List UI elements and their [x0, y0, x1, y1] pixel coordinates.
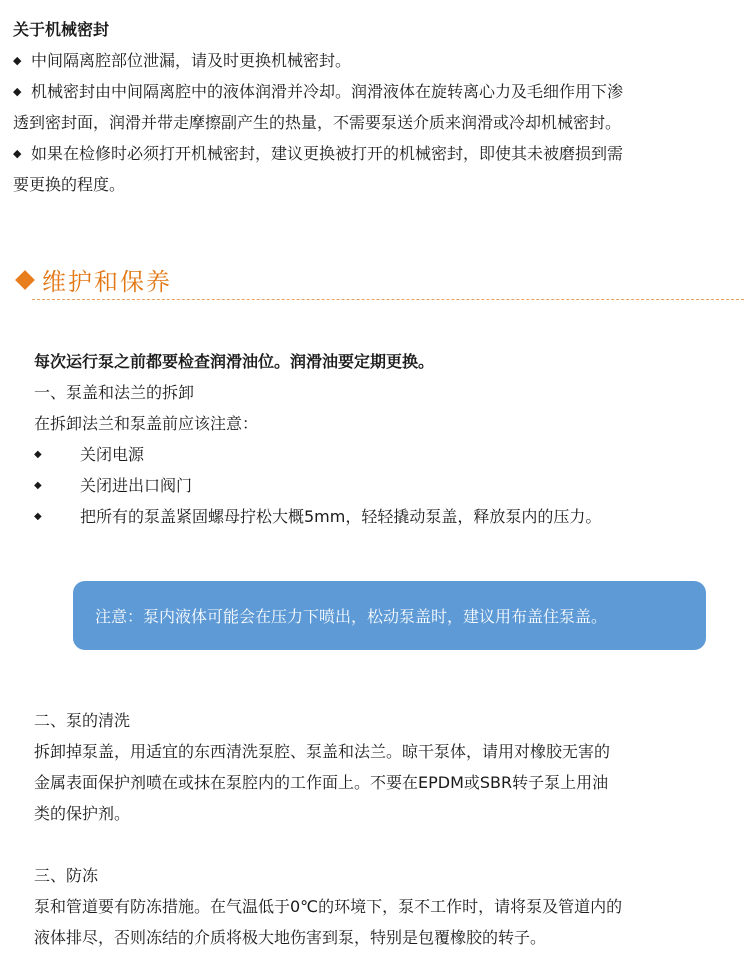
- paragraph-line: 液体排尽，否则冻结的介质将极大地伤害到泵，特别是包覆橡胶的转子。: [34, 927, 547, 947]
- cleaning-section: [34, 705, 734, 829]
- list-item: ◆ 关闭电源: [34, 439, 734, 470]
- diamond-icon: ◆: [13, 84, 22, 98]
- paragraph-line: 泵和管道要有防冻措施。在气温低于0℃的环境下，泵不工作时，请将泵及管道内的: [34, 896, 623, 916]
- paragraph-line: 拆卸掉泵盖，用适宜的东西清洗泵腔、泵盖和法兰。晾干泵体，请用对橡胶无害的: [34, 741, 611, 761]
- diamond-icon: ◆: [34, 479, 42, 491]
- mech-seal-title: 关于机械密封: [13, 19, 110, 39]
- sub1-title: 一、泵盖和法兰的拆卸: [34, 382, 195, 402]
- section-heading: [14, 262, 172, 297]
- list-item: ◆ 把所有的泵盖紧固螺母拧松大概5mm，轻轻撬动泵盖，释放泵内的压力。: [34, 501, 734, 532]
- diamond-icon: ◆: [34, 510, 42, 522]
- paragraph-line: 类的保护剂。: [34, 803, 131, 823]
- note-box: [73, 581, 706, 650]
- list-item: ◆ 如果在检修时必须打开机械密封，建议更换被打开的机械密封，即使其未被磨损到需: [13, 138, 743, 169]
- note-text: 注意：泵内液体可能会在压力下喷出，松动泵盖时，建议用布盖住泵盖。: [95, 607, 608, 626]
- section-heading-text: 维护和保养: [42, 268, 172, 296]
- paragraph-line: 金属表面保护剂喷在或抹在泵腔内的工作面上。不要在EPDM或SBR转子泵上用油: [34, 772, 609, 792]
- list-item: ◆ 关闭进出口阀门: [34, 470, 734, 501]
- maintenance-section: [34, 346, 734, 532]
- list-item: ◆ 中间隔离腔部位泄漏，请及时更换机械密封。: [13, 45, 743, 76]
- list-item-continuation: 透到密封面，润滑并带走摩擦副产生的热量，不需要泵送介质来润滑或冷却机械密封。: [13, 112, 622, 132]
- list-item: ◆ 机械密封由中间隔离腔中的液体润滑并冷却。润滑液体在旋转离心力及毛细作用下渗: [13, 76, 743, 107]
- sub3-title: 三、防冻: [34, 865, 99, 885]
- mech-seal-section: [13, 14, 743, 200]
- sub2-title: 二、泵的清洗: [34, 710, 131, 730]
- diamond-icon: ◆: [13, 146, 22, 160]
- orange-diamond-icon: [15, 270, 35, 290]
- list-item-continuation: 要更换的程度。: [13, 174, 126, 194]
- intro-text: 每次运行泵之前都要检查润滑油位。润滑油要定期更换。: [34, 351, 435, 371]
- dashed-divider: [32, 299, 744, 300]
- sub1-text: 在拆卸法兰和泵盖前应该注意：: [34, 413, 259, 433]
- diamond-icon: ◆: [34, 448, 42, 460]
- antifreeze-section: [34, 860, 734, 953]
- diamond-icon: ◆: [13, 53, 22, 67]
